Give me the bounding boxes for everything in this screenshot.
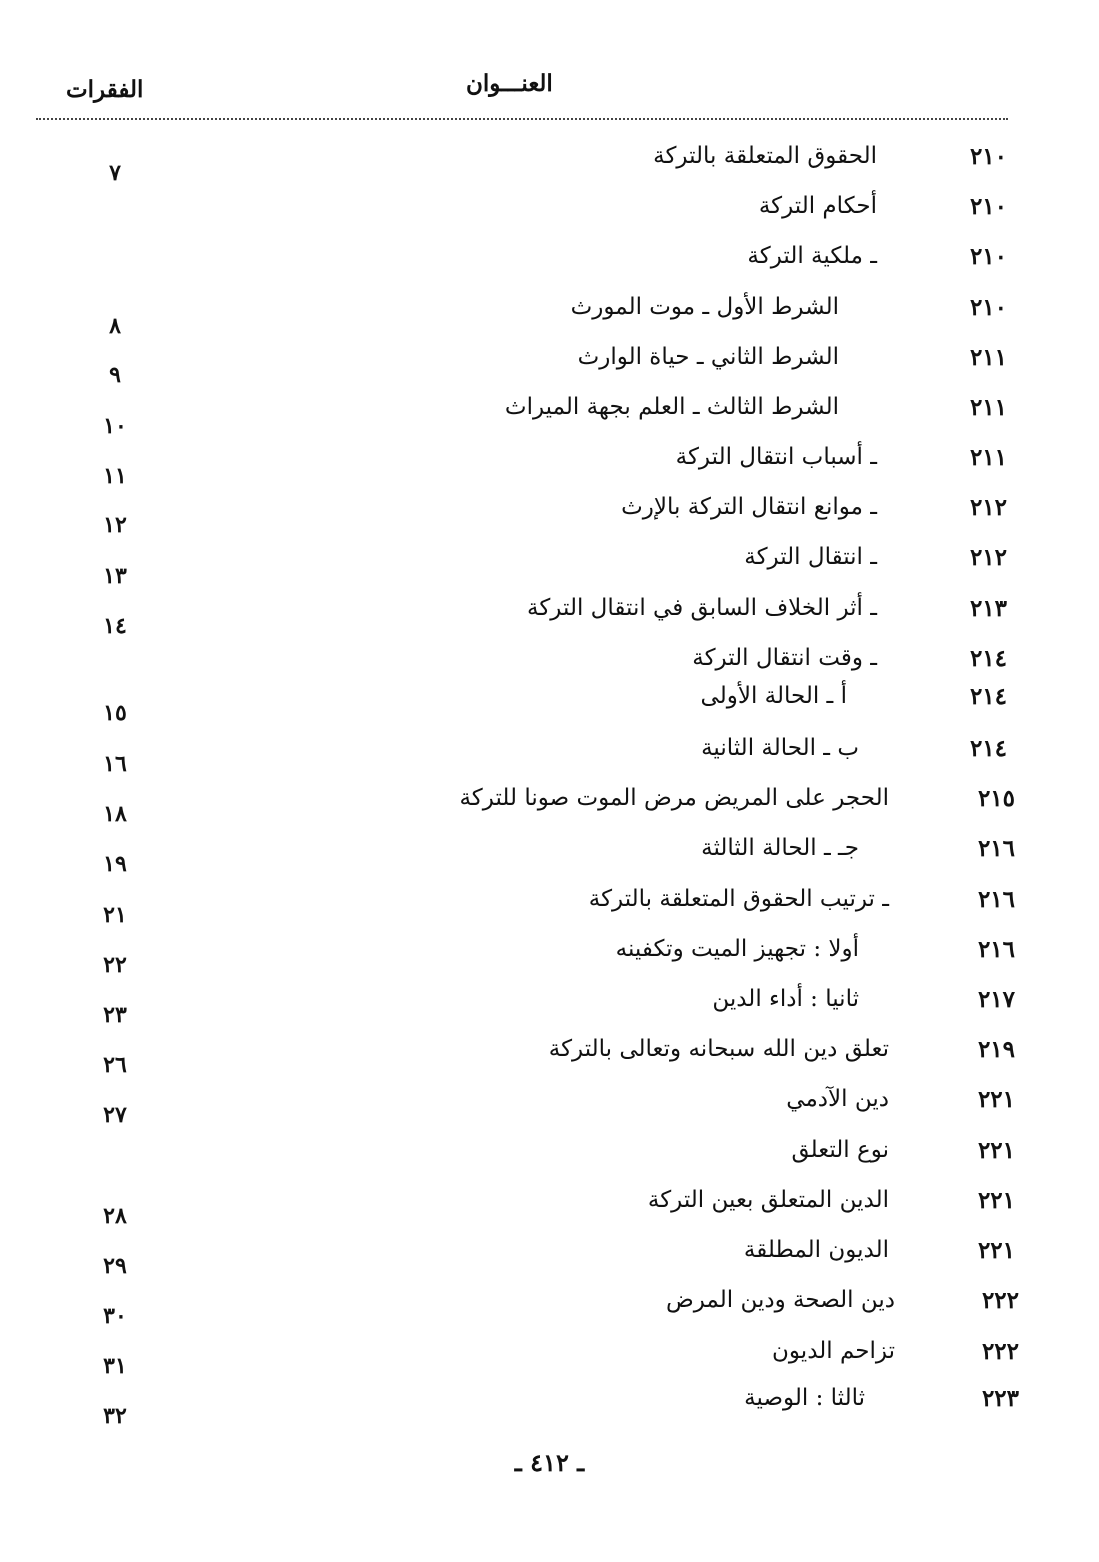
entry-page: ٢١٠ (969, 243, 1007, 270)
paragraph-number: ١٣ (103, 563, 127, 589)
entry-page: ٢١٤ (969, 645, 1007, 672)
paragraph-number: ٢٩ (103, 1253, 127, 1279)
paragraph-number: ٢٨ (103, 1203, 127, 1229)
entry-title: جـ ـ الحالة الثالثة (701, 835, 859, 861)
entry-title: الحقوق المتعلقة بالتركة (653, 143, 877, 169)
entry-page: ٢٢١ (977, 1237, 1015, 1264)
paragraph-number: ٧ (109, 160, 121, 186)
entry-page: ٢١٥ (977, 785, 1015, 812)
entry-page: ٢١٤ (969, 735, 1007, 762)
title-column-header: العنـــوان (466, 70, 553, 97)
paragraph-number: ٩ (109, 362, 121, 388)
entry-title: دين الآدمي (786, 1086, 889, 1112)
entry-title: ـ وقت انتقال التركة (692, 645, 877, 671)
entry-title: الشرط الثالث ـ العلم بجهة الميراث (504, 394, 839, 420)
entry-page: ٢٢٢ (981, 1338, 1019, 1365)
entry-page: ٢١٣ (969, 595, 1007, 622)
entry-page: ٢١٠ (969, 294, 1007, 321)
paragraph-number: ٨ (109, 313, 121, 339)
paragraph-number: ٣٠ (103, 1303, 127, 1329)
paragraph-number: ١٥ (103, 700, 127, 726)
entry-page: ٢١١ (969, 394, 1007, 421)
entry-title: أ ـ الحالة الأولى (700, 683, 847, 709)
entry-page: ٢١١ (969, 344, 1007, 371)
entry-title: تعلق دين الله سبحانه وتعالى بالتركة (548, 1036, 889, 1062)
entry-title: الحجر على المريض مرض الموت صونا للتركة (459, 785, 889, 811)
entry-title: تزاحم الديون (772, 1338, 895, 1364)
entry-title: ـ ملكية التركة (747, 243, 877, 269)
entry-page: ٢٢٢ (981, 1287, 1019, 1314)
entry-title: الديون المطلقة (743, 1237, 889, 1263)
paragraphs-column-header: الفقرات (66, 76, 144, 103)
header-dotted-rule (36, 118, 1008, 120)
entry-title: الدين المتعلق بعين التركة (647, 1187, 889, 1213)
paragraph-number: ٢٧ (103, 1102, 127, 1128)
entry-title: ـ ترتيب الحقوق المتعلقة بالتركة (588, 886, 889, 912)
paragraph-number: ١٩ (103, 851, 127, 877)
entry-page: ٢١٦ (977, 835, 1015, 862)
entry-title: نوع التعلق (791, 1137, 889, 1163)
paragraph-number: ٢٦ (103, 1052, 127, 1078)
entry-title: ـ موانع انتقال التركة بالإرث (621, 494, 877, 520)
entry-page: ٢١٢ (969, 544, 1007, 571)
entry-title: أولا : تجهيز الميت وتكفينه (615, 936, 859, 962)
entry-page: ٢١٠ (969, 143, 1007, 170)
entry-page: ٢١٢ (969, 494, 1007, 521)
entry-title: ب ـ الحالة الثانية (701, 735, 859, 761)
entry-title: دين الصحة ودين المرض (665, 1287, 895, 1313)
page-number: ـ ٤١٢ ـ (514, 1448, 585, 1477)
entry-page: ٢٢١ (977, 1086, 1015, 1113)
paragraph-number: ١١ (103, 463, 127, 489)
entry-title: أحكام التركة (758, 193, 877, 219)
paragraph-number: ١٨ (103, 801, 127, 827)
paragraph-number: ٣١ (103, 1353, 127, 1379)
entry-title: ـ أثر الخلاف السابق في انتقال التركة (527, 595, 877, 621)
paragraph-number: ١٦ (103, 751, 127, 777)
entry-title: ـ أسباب انتقال التركة (675, 444, 877, 470)
entry-page: ٢٢٣ (981, 1385, 1019, 1412)
paragraph-number: ٣٢ (103, 1403, 127, 1429)
entry-title: الشرط الثاني ـ حياة الوارث (577, 344, 839, 370)
paragraph-number: ٢١ (103, 902, 127, 928)
paragraph-number: ١٢ (103, 512, 127, 538)
paragraph-number: ١٤ (103, 613, 127, 639)
entry-page: ٢١٤ (969, 683, 1007, 710)
entry-title: ـ انتقال التركة (744, 544, 877, 570)
entry-page: ٢١٦ (977, 936, 1015, 963)
entry-page: ٢١٩ (977, 1036, 1015, 1063)
entry-page: ٢١٧ (977, 986, 1015, 1013)
entry-page: ٢٢١ (977, 1137, 1015, 1164)
entry-title: ثانيا : أداء الدين (712, 986, 859, 1012)
entry-page: ٢١١ (969, 444, 1007, 471)
entry-title: ثالثا : الوصية (744, 1385, 865, 1411)
paragraph-number: ٢٣ (103, 1002, 127, 1028)
entry-page: ٢٢١ (977, 1187, 1015, 1214)
paragraph-number: ٢٢ (103, 952, 127, 978)
entry-title: الشرط الأول ـ موت المورث (570, 294, 839, 320)
paragraph-number: ١٠ (103, 413, 127, 439)
entry-page: ٢١٠ (969, 193, 1007, 220)
entry-page: ٢١٦ (977, 886, 1015, 913)
